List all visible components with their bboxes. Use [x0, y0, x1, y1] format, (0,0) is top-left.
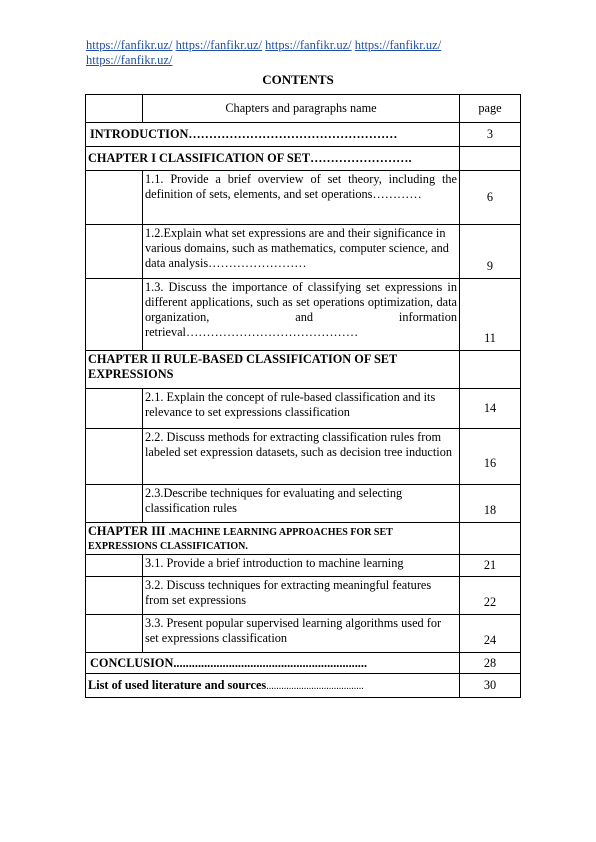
- entry-literature: [86, 674, 460, 698]
- entry-introduction: INTRODUCTION……………………………………………: [86, 123, 460, 147]
- entry-2-3: 2.3.Describe techniques for evaluating and selecting classification rules: [143, 485, 460, 523]
- literature-dots: .......................................: [266, 680, 364, 692]
- table-header-row: [86, 95, 521, 123]
- page-number: 28: [460, 653, 521, 674]
- table-row: [86, 615, 521, 653]
- header-page: page: [460, 95, 521, 123]
- page-title: CONTENTS: [262, 72, 334, 87]
- table-row: [86, 429, 521, 485]
- table-row: [86, 485, 521, 523]
- table-row: [86, 147, 521, 171]
- page-number: 21: [460, 555, 521, 577]
- page-number: 9: [460, 225, 521, 279]
- page-number: 30: [460, 674, 521, 698]
- entry-2-1: 2.1. Explain the concept of rule-based classification and its relevance to set expressions classification: [143, 389, 460, 429]
- table-row: [86, 555, 521, 577]
- entry-3-2: 3.2. Discuss techniques for extracting meaningful features from set expressions: [143, 577, 460, 615]
- page-number: 18: [460, 485, 521, 523]
- page-number: 11: [460, 279, 521, 351]
- source-link[interactable]: https://fanfikr.uz/: [175, 38, 263, 52]
- table-row: [86, 123, 521, 147]
- chapter-3-lead: CHAPTER III: [88, 524, 169, 538]
- table-row: [86, 577, 521, 615]
- source-link[interactable]: https://fanfikr.uz/: [86, 53, 173, 67]
- table-row: [86, 171, 521, 225]
- entry-1-3: 1.3. Discuss the importance of classifying set expressions in different applications, such as set operations optimization, data organization, and information retrieval……………………………………: [143, 279, 460, 351]
- page-number: 16: [460, 429, 521, 485]
- literature-title: List of used literature and sources: [88, 677, 267, 692]
- entry-3-3: 3.3. Present popular supervised learning algorithms used for set expressions classification: [143, 615, 460, 653]
- table-row: [86, 653, 521, 674]
- page-number: 6: [460, 171, 521, 225]
- table-row: [86, 351, 521, 389]
- entry-chapter-3: [86, 523, 460, 555]
- entry-1-1: 1.1. Provide a brief overview of set theory, including the definition of sets, elements, and set operations…………: [143, 171, 460, 225]
- header-name: Chapters and paragraphs name: [143, 95, 460, 123]
- table-row: [86, 279, 521, 351]
- entry-chapter-2: CHAPTER II RULE-BASED CLASSIFICATION OF SET EXPRESSIONS: [86, 351, 460, 389]
- contents-table: [85, 94, 521, 698]
- chapter-3-title: .MACHINE LEARNING APPROACHES FOR SET EXPRESSIONS CLASSIFICATION.: [88, 527, 393, 552]
- table-row: [86, 389, 521, 429]
- entry-conclusion: CONCLUSION...............................................................: [86, 653, 460, 674]
- header-links: [86, 38, 516, 68]
- page-number: 14: [460, 389, 521, 429]
- entry-2-2: 2.2. Discuss methods for extracting classification rules from labeled set expression datasets, such as decision tree induction: [143, 429, 460, 485]
- entry-chapter-1: CHAPTER I CLASSIFICATION OF SET…………………….: [86, 147, 460, 171]
- entry-3-1: 3.1. Provide a brief introduction to machine learning: [143, 555, 460, 577]
- table-row: [86, 225, 521, 279]
- table-row: [86, 523, 521, 555]
- table-row: [86, 674, 521, 698]
- source-link[interactable]: https://fanfikr.uz/: [354, 38, 442, 52]
- page-number: 3: [460, 123, 521, 147]
- page-number: 24: [460, 615, 521, 653]
- source-link[interactable]: https://fanfikr.uz/: [86, 38, 173, 52]
- entry-1-2: 1.2.Explain what set expressions are and their significance in various domains, such as mathematics, computer science, and data analysis……………………: [143, 225, 460, 279]
- source-link[interactable]: https://fanfikr.uz/: [265, 38, 352, 52]
- page-number: 22: [460, 577, 521, 615]
